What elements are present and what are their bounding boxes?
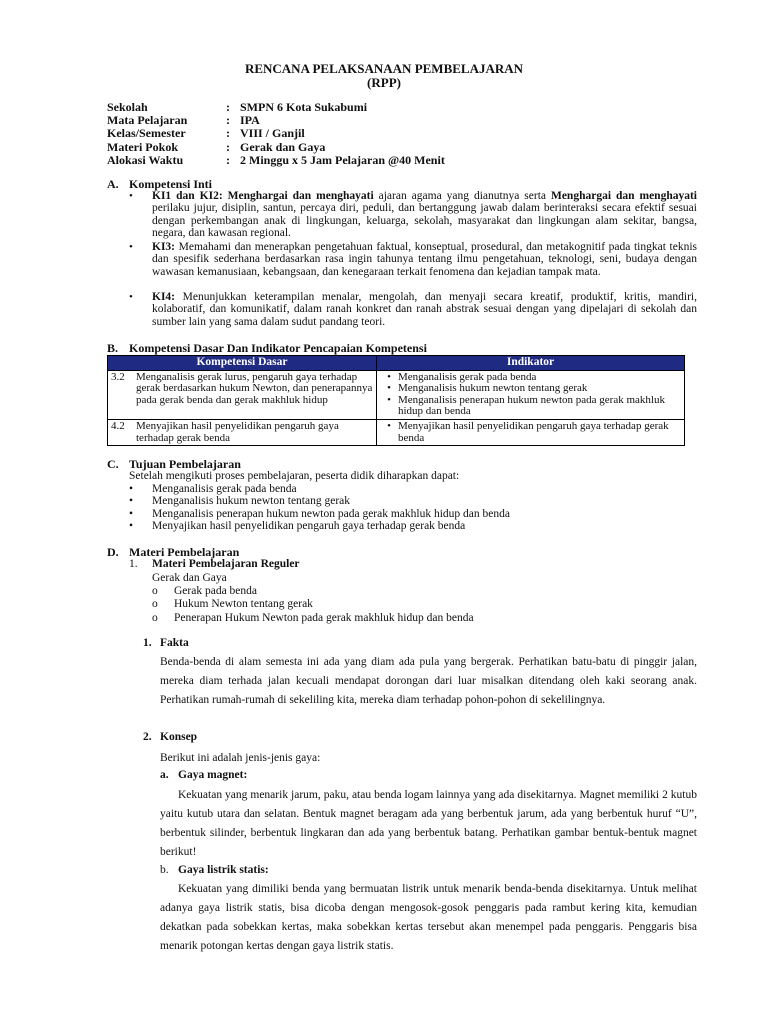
indikator-cell: [377, 370, 685, 419]
info-block: [107, 101, 445, 167]
bullet-icon: •: [387, 382, 391, 395]
ki-text: [152, 241, 697, 291]
document-subtitle: (RPP): [367, 75, 401, 90]
info-value: Gerak dan Gaya: [240, 139, 326, 154]
materi-sub-text: Hukum Newton tentang gerak: [174, 598, 313, 611]
kd-text: Menyajikan hasil penyelidikan pengaruh gaya terhadap gerak benda: [136, 419, 339, 444]
kd-cell: [108, 419, 377, 445]
kd-header-kompetensi: Kompetensi Dasar: [108, 356, 377, 371]
gaya-magnet-heading: [160, 769, 247, 781]
materi-topic: Gerak dan Gaya: [152, 572, 227, 584]
bullet-icon: •: [129, 190, 133, 202]
section-title: Kompetensi Dasar Dan Indikator Pencapaian Kompetensi: [129, 341, 427, 355]
ki-body: Memahami dan menerapkan pengetahuan faktual, konseptual, prosedural, dan metakognitif pada tingkat teknis dan spesifik sederhana berdasarkan rasa ingin tahunya tentang ilmu pengetahuan, teknologi, seni, budaya dengan wawasan kemanusiaan, kebangsaan, dan kenegaraan terkait fenomena dan kejadian tampak mata.: [152, 241, 697, 278]
sub-number: b.: [160, 864, 169, 876]
info-colon: :: [226, 100, 230, 114]
ki-head: KI1 dan KI2:: [152, 190, 223, 202]
materi-sub-block: [152, 572, 474, 625]
gaya-magnet-paragraph: Kekuatan yang menarik jarum, paku, atau benda logam lainnya yang ada disekitarnya. Magnet memiliki 2 kutub yaitu kutub utara dan selatan. Bentuk magnet beragam ada yang berbentuk jarum, ada yang berbentuk huruf “U”, berbentuk silinder, berbentuk lingkaran dan ada yang berbentuk batang. Perhatikan gambar bentuk-bentuk magnet berikut!: [160, 789, 697, 858]
ki-list: [129, 190, 697, 328]
info-value: VIII / Ganjil: [240, 126, 305, 141]
info-value: IPA: [240, 113, 260, 128]
sub-number: a.: [160, 769, 169, 781]
ki-body: Menunjukkan keterampilan menalar, mengolah, dan menyaji secara kreatif, produktif, kritis, mandiri, kolaboratif, dan komunikatif, dalam ranah konkret dan ranah abstrak sesuai dengan yang dipelajari di sekolah dan sumber lain yang sama dalam sudut pandang teori.: [152, 291, 697, 328]
ki-head: KI3:: [152, 241, 175, 253]
kd-number: 4.2: [111, 419, 125, 432]
materi-sub-text: Gerak pada benda: [174, 585, 258, 598]
list-item: [129, 495, 510, 508]
konsep-intro: Berikut ini adalah jenis-jenis gaya:: [160, 752, 321, 764]
bullet-icon: •: [387, 370, 391, 383]
fakta-heading: [143, 637, 189, 649]
bullet-icon: •: [129, 507, 134, 520]
info-label: Materi Pokok: [107, 139, 178, 154]
ki-head: KI4:: [152, 291, 175, 303]
info-value: SMPN 6 Kota Sukabumi: [240, 100, 368, 114]
table-row: [108, 419, 685, 445]
tujuan-text: Menganalisis penerapan hukum newton pada gerak makhluk hidup dan benda: [152, 507, 510, 520]
document-title: RENCANA PELAKSANAAN PEMBELAJARAN: [244, 61, 524, 76]
circle-bullet-icon: o: [152, 611, 158, 624]
info-row-materi: [107, 141, 445, 154]
info-label: Alokasi Waktu: [107, 152, 184, 167]
section-title: Tujuan Pembelajaran: [129, 457, 241, 471]
tujuan-text: Menganalisis hukum newton tentang gerak: [152, 495, 351, 508]
konsep-number: 2.: [143, 731, 152, 743]
list-item: [152, 598, 474, 611]
materi-number: 1.: [129, 558, 138, 570]
section-letter: B.: [107, 341, 119, 355]
ki-body: ajaran agama yang dianutnya serta: [373, 190, 551, 202]
sub-title: Gaya listrik statis:: [178, 864, 269, 876]
list-item: [152, 585, 474, 598]
kd-header-indikator: Indikator: [377, 356, 685, 371]
kd-table-header: [108, 356, 685, 371]
list-item: [152, 612, 474, 625]
list-item: [129, 508, 510, 521]
ki-item-4: [129, 291, 697, 328]
bullet-icon: •: [129, 520, 134, 533]
section-b-heading: [107, 341, 427, 356]
fakta-number: 1.: [143, 637, 152, 649]
list-item: [380, 421, 681, 444]
indikator-text: Menganalisis gerak pada benda: [398, 370, 537, 383]
section-title: Kompetensi Inti: [129, 177, 213, 191]
tujuan-intro: Setelah mengikuti proses pembelajaran, peserta didik diharapkan dapat:: [129, 470, 460, 482]
ki-text: [152, 190, 697, 241]
info-row-alokasi: [107, 154, 445, 167]
bullet-icon: •: [129, 291, 133, 303]
tujuan-text: Menganalisis gerak pada benda: [152, 482, 297, 495]
info-label: Kelas/Semester: [107, 126, 186, 141]
ki-item-3: [129, 241, 697, 291]
info-colon: :: [226, 152, 230, 167]
table-row: [108, 370, 685, 419]
ki-body: perilaku jujur, disiplin, santun, percaya diri, peduli, dan bertanggung jawab dalam berinteraksi secara efektif sesuai dengan perkembangan anak di lingkungan, keluarga, sekolah, masyarakat dan lingkungan alam sekitar, bangsa, negara, dan kawasan regional.: [152, 202, 697, 240]
ki-emphasis: Menghargai dan menghayati: [550, 190, 697, 202]
ki-item-1: [129, 190, 697, 241]
indikator-text: Menyajikan hasil penyelidikan pengaruh gaya terhadap gerak benda: [398, 419, 669, 444]
fakta-title: Fakta: [160, 637, 189, 649]
bullet-icon: •: [387, 419, 391, 432]
materi-heading: [129, 558, 300, 571]
gaya-listrik-heading: [160, 864, 269, 876]
circle-bullet-icon: o: [152, 598, 158, 611]
indikator-cell: [377, 419, 685, 445]
konsep-heading: [143, 731, 197, 743]
kd-text: Menganalisis gerak lurus, pengaruh gaya terhadap gerak berdasarkan hukum Newton, dan penerapannya pada gerak benda dan gerak makhluk hidup: [136, 370, 373, 406]
list-item: [380, 395, 681, 418]
tujuan-text: Menyajikan hasil penyelidikan pengaruh gaya terhadap gerak benda: [152, 520, 466, 533]
indikator-text: Menganalisis hukum newton tentang gerak: [398, 382, 588, 395]
kd-number: 3.2: [111, 370, 125, 383]
fakta-paragraph: Benda-benda di alam semesta ini ada yang diam ada pula yang bergerak. Perhatikan batu-batu di pinggir jalan, mereka diam terhada jalan kecuali mendapat dorongan dari luar misalkan ditendang oleh kaki seorang anak. Perhatikan rumah-rumah di sekeliling kita, mereka diam terhadap pohon-pohon di sekelilingnya.: [160, 656, 697, 706]
section-letter: C.: [107, 457, 119, 471]
ki-text: [152, 291, 697, 328]
konsep-title: Konsep: [160, 731, 198, 743]
kd-cell: [108, 370, 377, 419]
info-colon: :: [226, 113, 230, 128]
circle-bullet-icon: o: [152, 585, 158, 598]
info-label: Sekolah: [107, 100, 148, 114]
bullet-icon: •: [387, 393, 391, 406]
section-title: Materi Pembelajaran: [129, 545, 240, 559]
section-letter: D.: [107, 545, 119, 559]
info-row-kelas: [107, 127, 445, 140]
indikator-text: Menganalisis penerapan hukum newton pada gerak makhluk hidup dan benda: [398, 393, 665, 418]
info-colon: :: [226, 139, 230, 154]
section-letter: A.: [107, 177, 119, 191]
ki-emphasis: Menghargai dan menghayati: [227, 190, 374, 202]
info-value: 2 Minggu x 5 Jam Pelajaran @40 Menit: [240, 152, 445, 167]
tujuan-block: [129, 470, 510, 533]
materi-sub-text: Penerapan Hukum Newton pada gerak makhluk hidup dan benda: [174, 611, 474, 624]
kd-table: [107, 355, 685, 446]
materi-title: Materi Pembelajaran Reguler: [152, 558, 300, 570]
bullet-icon: •: [129, 482, 134, 495]
gaya-listrik-paragraph: Kekuatan yang dimiliki benda yang bermuatan listrik untuk menarik benda-benda disekitarnya. Untuk melihat adanya gaya listrik statis, bisa dicoba dengan mengosok-gosok penggaris pada rambut kering kita, kemudian dekatkan pada sobekkan kertas, maka sobekkan kertas tersebut akan menempel pada penggaris. Penggaris bisa menarik potongan kertas dengan gaya listrik statis.: [160, 883, 697, 952]
list-item: [129, 520, 510, 533]
list-item: [129, 483, 510, 496]
sub-title: Gaya magnet:: [178, 769, 248, 781]
bullet-icon: •: [129, 241, 133, 253]
info-label: Mata Pelajaran: [107, 113, 188, 128]
info-colon: :: [226, 126, 230, 141]
bullet-icon: •: [129, 495, 134, 508]
